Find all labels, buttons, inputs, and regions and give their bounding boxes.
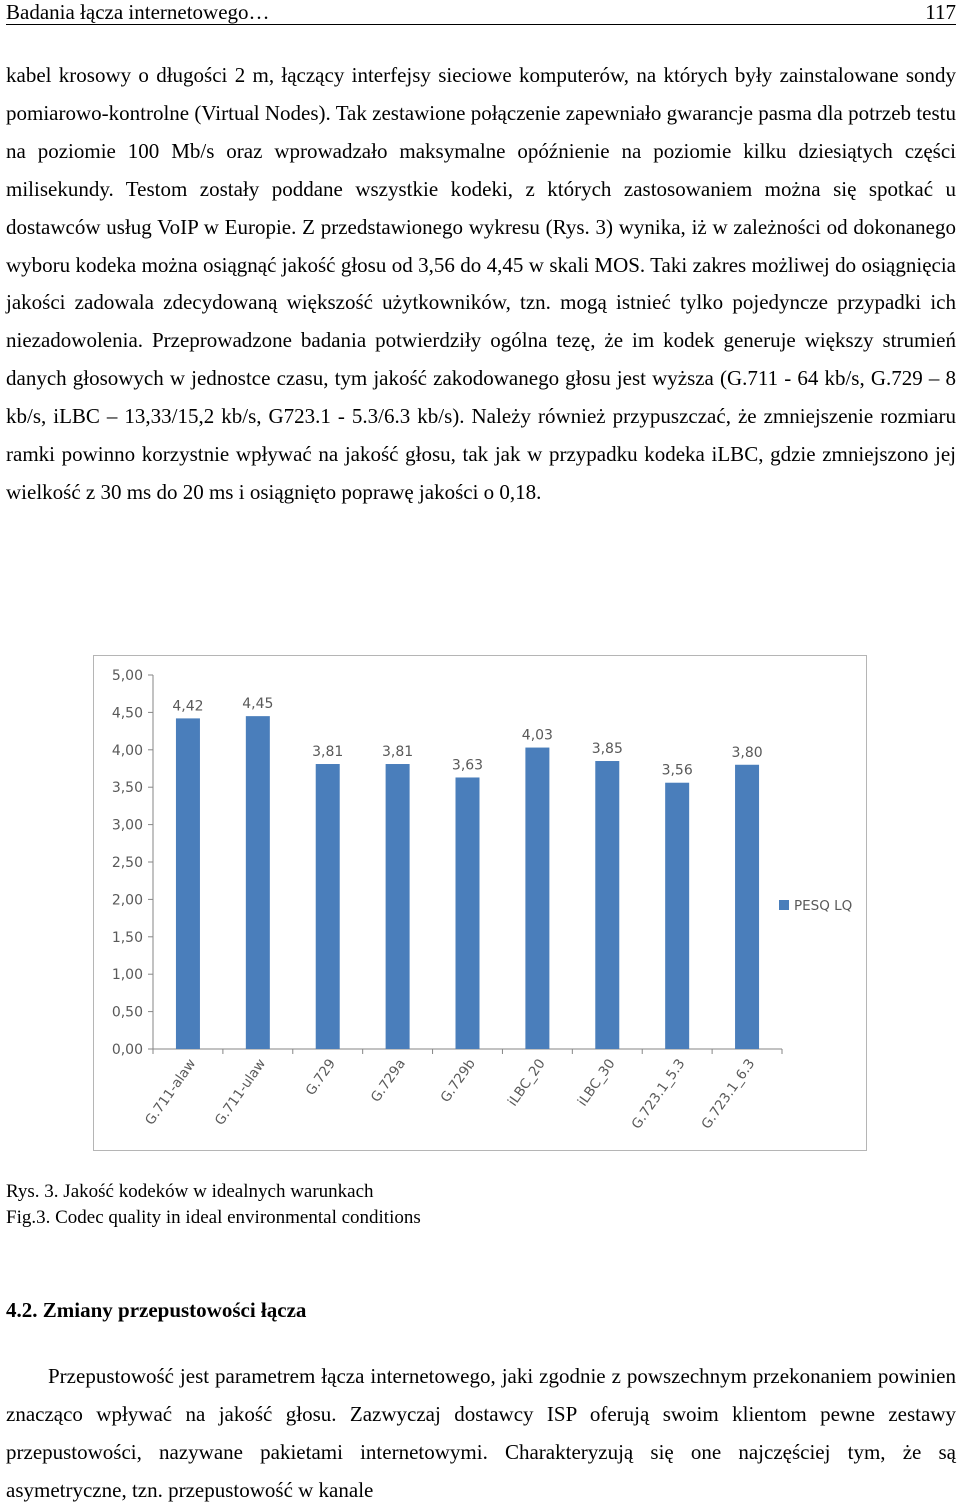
y-tick-label: 2,00 (111, 892, 143, 909)
page-number: 117 (925, 0, 956, 24)
bar (246, 716, 270, 1049)
y-tick-label: 2,50 (111, 855, 143, 871)
bar (386, 764, 410, 1049)
running-header (6, 0, 956, 25)
data-label: 3,81 (382, 744, 414, 761)
data-label: 3,63 (451, 757, 484, 774)
x-tick-label: G.729 (302, 1056, 339, 1099)
bar (665, 783, 689, 1049)
data-label: 4,03 (521, 727, 553, 744)
y-tick-label: 3,00 (111, 817, 143, 834)
data-label: 3,81 (312, 744, 344, 761)
body-paragraph-2: Przepustowość jest parametrem łącza internetowego, jaki zgodnie z powszechnym przekonaniem powinien znacząco wpływać na jakość głosu. Zazwyczaj dostawcy ISP oferują swoim klientom pewne zestawy przepustowości, nazywane pakietami internetowymi. Charakteryzują się one najczęściej tym, że są asymetryczne, tzn. przepustowość w kanale (6, 1364, 956, 1502)
y-tick-label: 0,50 (111, 1004, 143, 1021)
y-tick-label: 3,50 (111, 780, 143, 797)
x-tick-label: iLBC_30 (574, 1056, 619, 1110)
data-label: 3,80 (731, 744, 763, 761)
y-tick-label: 5,00 (111, 668, 143, 684)
x-tick-label: G.729b (437, 1056, 479, 1106)
x-tick-label: G.723.1_5.3 (628, 1056, 689, 1133)
y-tick-label: 0,00 (111, 1042, 143, 1058)
x-tick-label: G.711-alaw (142, 1056, 200, 1129)
data-label: 3,85 (591, 741, 623, 758)
bar (595, 761, 619, 1049)
bar (525, 748, 549, 1049)
bar (456, 777, 480, 1049)
x-tick-label: G.729a (367, 1056, 409, 1106)
legend-swatch (779, 900, 789, 910)
data-label: 4,45 (242, 696, 274, 713)
figure-caption-pl: Rys. 3. Jakość kodeków w idealnych warunkach (6, 1181, 374, 1202)
figure-caption-en: Fig.3. Codec quality in ideal environmental conditions (6, 1207, 421, 1228)
y-tick-label: 1,50 (111, 929, 143, 946)
data-label: 4,42 (172, 698, 204, 715)
section-heading: 4.2. Zmiany przepustowości łącza (6, 1298, 307, 1322)
bar-chart (94, 656, 866, 1150)
x-tick-label: G.711-ulaw (211, 1056, 270, 1129)
x-tick-label: G.723.1_6.3 (698, 1056, 759, 1133)
y-tick-label: 4,00 (111, 742, 143, 759)
y-tick-label: 4,50 (111, 705, 143, 722)
header-title: Badania łącza internetowego… (6, 0, 270, 24)
legend-label: PESQ LQ (794, 898, 853, 914)
data-label: 3,56 (661, 762, 693, 779)
body-paragraph-1: kabel krosowy o długości 2 m, łączący interfejsy sieciowe komputerów, na których były zainstalowane sondy pomiarowo-kontrolne (Virtual Nodes). Tak zestawione połączenie zapewniało gwarancje pasma dla potrzeb testu na poziomie 100 Mb/s oraz wprowadzało maksymalne opóźnienie na poziomie kilku dziesiątych części milisekundy. Testom zostały poddane wszystkie kodeki, z których zastosowaniem można się spotkać u dostawców usług VoIP w Europie. Z przedstawionego wykresu (Rys. 3) wynika, iż w zależności od dokonanego wyboru kodeka można osiągnąć jakość głosu od 3,56 do 4,45 w skali MOS. Taki zakres możliwej do osiągnięcia jakości zadowala zdecydowaną większość użytkowników, tzn. mogą istnieć tylko pojedyncze przypadki ich niezadowolenia. Przeprowadzone badania potwierdziły ogólna tezę, że im kodek generuje większy strumień danych głosowych w jednostce czasu, tym jakość zakodowanego głosu jest wyższa (G.711 - 64 kb/s, G.729 – 8 kb/s, iLBC – 13,33/15,2 kb/s, G723.1 - 5.3/6.3 kb/s). Należy również przypuszczać, że zmniejszenie rozmiaru ramki powinno korzystnie wpływać na jakość głosu, tak jak w przypadku kodeka iLBC, gdzie zmniejszono jej wielkość z 30 ms do 20 ms i osiągnięto poprawę jakości o 0,18. (6, 63, 956, 504)
bar (735, 765, 759, 1049)
bar (176, 718, 200, 1049)
x-tick-label: iLBC_20 (504, 1056, 549, 1110)
y-tick-label: 1,00 (111, 967, 143, 984)
bar (316, 764, 340, 1049)
chart-frame (93, 655, 867, 1151)
